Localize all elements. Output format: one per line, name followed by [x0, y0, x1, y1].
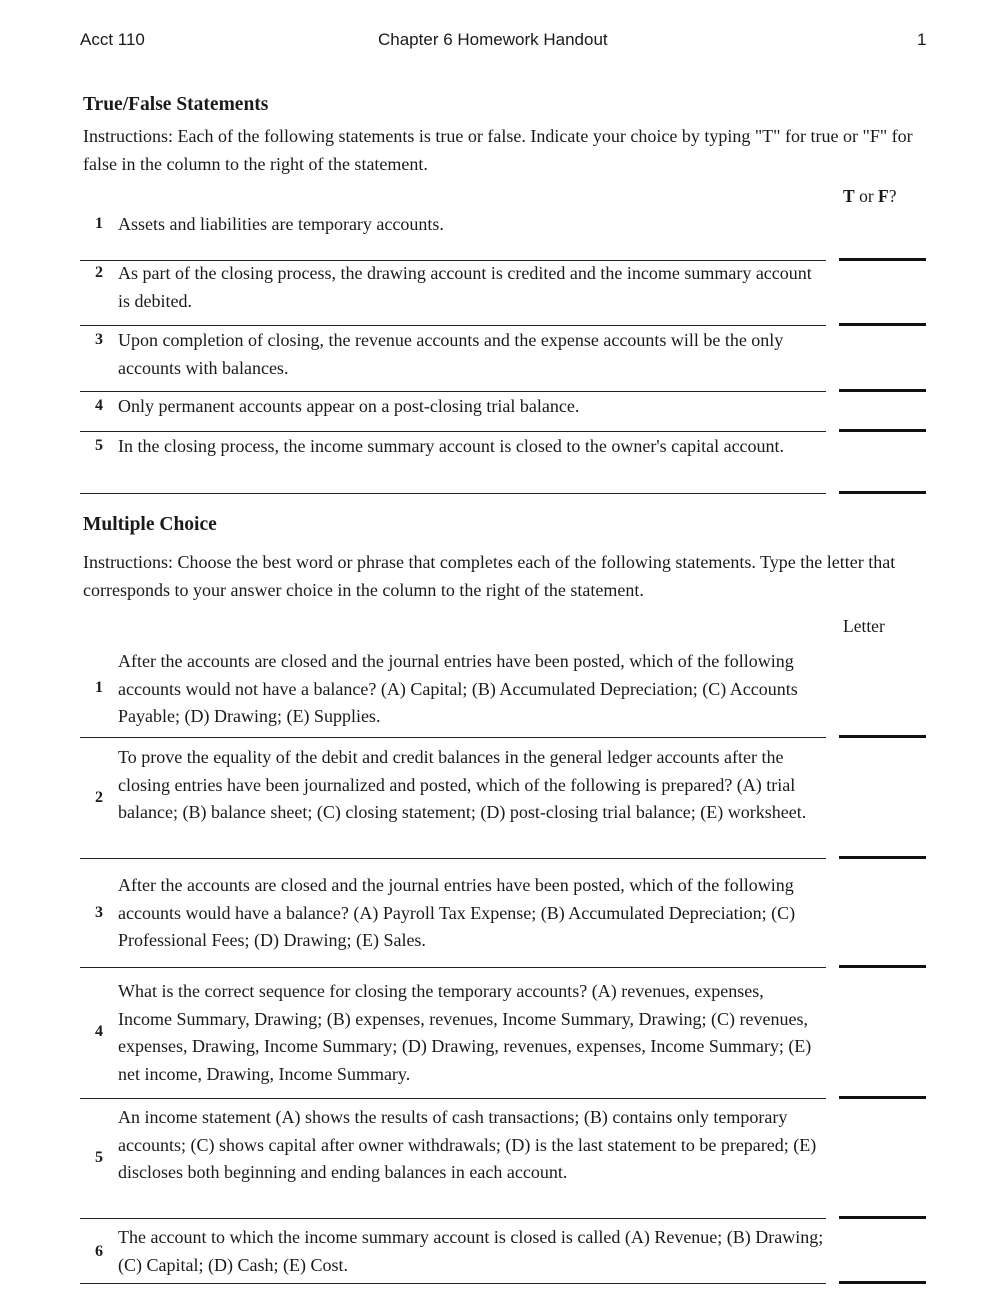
mc-statement-4: What is the correct sequence for closing the temporary accounts? (A) revenues, expenses, Income Summary, Drawing; (B) expenses, revenues, Income Summary, Drawing; (C) revenues, expenses, Drawing, Income Summary; (D) Drawing, revenues, expenses, Income Summary; (E) net income, Drawing, Income Summary. [118, 981, 812, 1084]
true-false-instructions: Instructions: Each of the following statements is true or false. Indicate your choice by typing "T" for true or "F" for false in the column to the right of the statement. [83, 126, 913, 174]
mc-number-2: 2 [95, 789, 103, 806]
row-divider [80, 858, 826, 859]
mc-answer-blank-1[interactable] [839, 735, 926, 738]
mc-statement-3: After the accounts are closed and the journal entries have been posted, which of the following accounts would have a balance? (A) Payroll Tax Expense; (B) Accumulated Depreciation; (C) Professional Fees; (D) Drawing; (E) Sales. [118, 875, 796, 950]
mc-statement-5: An income statement (A) shows the results of cash transactions; (B) contains only temporary accounts; (C) shows capital after owner withdrawals; (D) is the last statement to be prepared; (E) discloses both beginning and ending balances in each account. [118, 1107, 817, 1182]
row-divider [80, 967, 826, 968]
row-divider [80, 1283, 826, 1284]
mc-number-3: 3 [95, 904, 103, 921]
column-t: T [843, 186, 855, 206]
tf-answer-blank-1[interactable] [839, 258, 926, 261]
tf-answer-blank-3[interactable] [839, 389, 926, 392]
tf-number-2: 2 [95, 264, 103, 281]
row-divider [80, 493, 826, 494]
true-false-heading: True/False Statements [83, 94, 269, 115]
tf-statement-2: As part of the closing process, the drawing account is credited and the income summary account is debited. [118, 263, 812, 311]
tf-statement-3: Upon completion of closing, the revenue accounts and the expense accounts will be the only accounts with balances. [118, 330, 784, 378]
mc-number-1: 1 [95, 679, 103, 696]
tf-answer-blank-4[interactable] [839, 429, 926, 432]
tf-answer-blank-2[interactable] [839, 323, 926, 326]
document-title: Chapter 6 Homework Handout [378, 30, 608, 49]
row-divider [80, 1218, 826, 1219]
tf-number-1: 1 [95, 215, 103, 232]
mc-statement-2: To prove the equality of the debit and credit balances in the general ledger accounts after the closing entries have been journalized and posted, which of the following is prepared? (A) trial balance; (B) balance sheet; (C) closing statement; (D) post-closing trial balance; (E) worksheet. [118, 747, 807, 822]
column-q: ? [888, 186, 897, 206]
mc-answer-blank-2[interactable] [839, 856, 926, 859]
mc-number-5: 5 [95, 1149, 103, 1166]
letter-column-header: Letter [843, 616, 885, 636]
mc-number-4: 4 [95, 1023, 103, 1040]
tf-statement-4: Only permanent accounts appear on a post-closing trial balance. [118, 396, 580, 416]
page-number: 1 [917, 30, 927, 49]
mc-answer-blank-6[interactable] [839, 1281, 926, 1284]
tf-number-3: 3 [95, 331, 103, 348]
row-divider [80, 737, 826, 738]
row-divider [80, 325, 826, 326]
tf-number-4: 4 [95, 397, 103, 414]
row-divider [80, 431, 826, 432]
t-or-f-column-header [843, 186, 897, 207]
mc-answer-blank-5[interactable] [839, 1216, 926, 1219]
mc-statement-1: After the accounts are closed and the journal entries have been posted, which of the following accounts would not have a balance? (A) Capital; (B) Accumulated Depreciation; (C) Accounts Payable; (D) Drawing; (E) Supplies. [118, 651, 798, 726]
mc-answer-blank-3[interactable] [839, 965, 926, 968]
tf-statement-1: Assets and liabilities are temporary accounts. [118, 214, 444, 234]
tf-answer-blank-5[interactable] [839, 491, 926, 494]
multiple-choice-instructions: Instructions: Choose the best word or phrase that completes each of the following statements. Type the letter that corresponds to your answer choice in the column to the right of the statement. [83, 552, 896, 600]
column-or: or [859, 186, 874, 206]
mc-answer-blank-4[interactable] [839, 1096, 926, 1099]
multiple-choice-heading: Multiple Choice [83, 514, 217, 535]
course-label: Acct 110 [80, 30, 145, 49]
tf-statement-5: In the closing process, the income summary account is closed to the owner's capital account. [118, 436, 785, 456]
row-divider [80, 1098, 826, 1099]
mc-number-6: 6 [95, 1243, 103, 1260]
row-divider [80, 391, 826, 392]
mc-statement-6: The account to which the income summary account is closed is called (A) Revenue; (B) Drawing; (C) Capital; (D) Cash; (E) Cost. [118, 1227, 824, 1275]
tf-number-5: 5 [95, 437, 103, 454]
column-f: F [878, 186, 889, 206]
